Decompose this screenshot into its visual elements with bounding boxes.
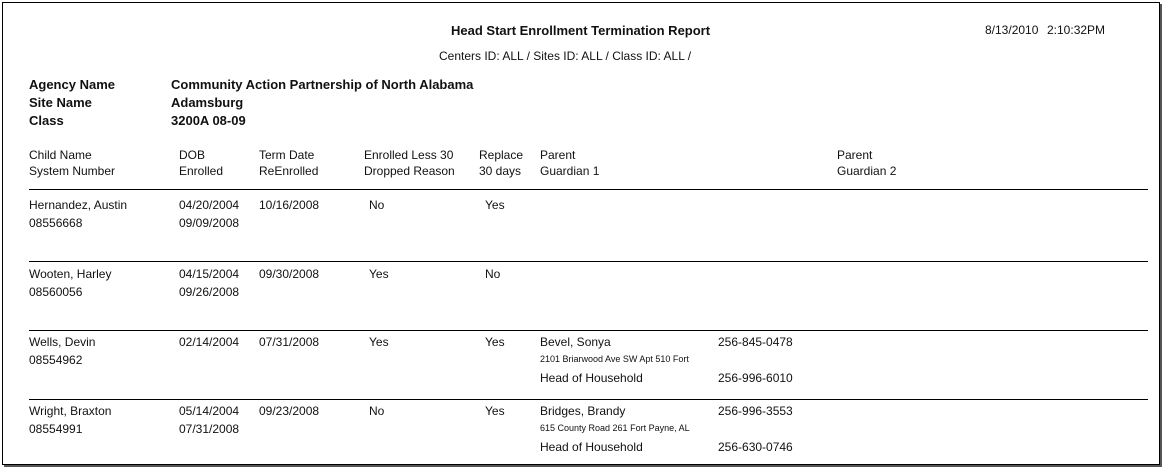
header-divider [29,189,1148,190]
term-date: 10/16/2008 [259,198,320,212]
enrolled-less-30: Yes [369,267,389,281]
guardian-1-name: Bevel, Sonya [540,335,611,349]
guardian-1-role: Head of Household [540,440,643,454]
report-date: 8/13/2010 [985,23,1039,37]
guardian-1-address: 2101 Briarwood Ave SW Apt 510 Fort [540,354,689,364]
row-divider [29,261,1148,262]
child-name: Wright, Braxton [29,404,112,418]
replace-30-days: Yes [485,335,505,349]
col-child-name: Child Name [29,148,92,162]
replace-30-days: Yes [485,404,505,418]
system-number: 08554962 [29,353,83,367]
report-filter: Centers ID: ALL / Sites ID: ALL / Class ID: ALL / [439,49,692,63]
col-30-days: 30 days [479,164,522,178]
row-divider [29,330,1148,331]
col-parent-1: Parent [540,148,576,162]
replace-30-days: Yes [485,198,505,212]
col-system-number: System Number [29,164,116,178]
child-name: Hernandez, Austin [29,198,128,212]
dob: 02/14/2004 [179,335,240,349]
col-parent-2: Parent [837,148,873,162]
enrolled-less-30: No [369,404,385,418]
term-date: 09/30/2008 [259,267,320,281]
report-title: Head Start Enrollment Termination Report [451,23,711,38]
enrolled-date: 09/09/2008 [179,216,240,230]
system-number: 08560056 [29,285,83,299]
enrolled-date: 09/26/2008 [179,285,240,299]
site-name-label: Site Name [29,95,92,110]
col-enrolled-less-30: Enrolled Less 30 [364,148,454,162]
guardian-1-name: Bridges, Brandy [540,404,626,418]
child-name: Wells, Devin [29,335,96,349]
row-divider [29,399,1148,400]
agency-name-value: Community Action Partnership of North Alabama [171,77,474,92]
enrolled-less-30: Yes [369,335,389,349]
guardian-1-role: Head of Household [540,371,643,385]
system-number: 08556668 [29,216,83,230]
class-label: Class [29,113,64,128]
class-value: 3200A 08-09 [171,113,246,128]
guardian-1-phone-2: 256-630-0746 [718,440,793,454]
dob: 04/20/2004 [179,198,240,212]
site-name-value: Adamsburg [171,95,244,110]
col-dob: DOB [179,148,206,162]
dob: 04/15/2004 [179,267,240,281]
col-dropped-reason: Dropped Reason [364,164,455,178]
term-date: 09/23/2008 [259,404,320,418]
term-date: 07/31/2008 [259,335,320,349]
guardian-1-phone: 256-996-3553 [718,404,793,418]
enrolled-less-30: No [369,198,385,212]
col-term-date: Term Date [259,148,315,162]
col-replace: Replace [479,148,524,162]
guardian-1-phone: 256-845-0478 [718,335,793,349]
col-enrolled: Enrolled [179,164,224,178]
guardian-1-phone-2: 256-996-6010 [718,371,793,385]
report-page [2,2,1160,465]
replace-30-days: No [485,267,501,281]
agency-name-label: Agency Name [29,77,115,92]
enrolled-date: 07/31/2008 [179,422,240,436]
dob: 05/14/2004 [179,404,240,418]
system-number: 08554991 [29,422,83,436]
child-name: Wooten, Harley [29,267,112,281]
col-guardian-2: Guardian 2 [837,164,897,178]
col-reenrolled: ReEnrolled [259,164,319,178]
col-guardian-1: Guardian 1 [540,164,600,178]
guardian-1-address: 615 County Road 261 Fort Payne, AL [540,423,690,433]
report-time: 2:10:32PM [1047,23,1106,37]
